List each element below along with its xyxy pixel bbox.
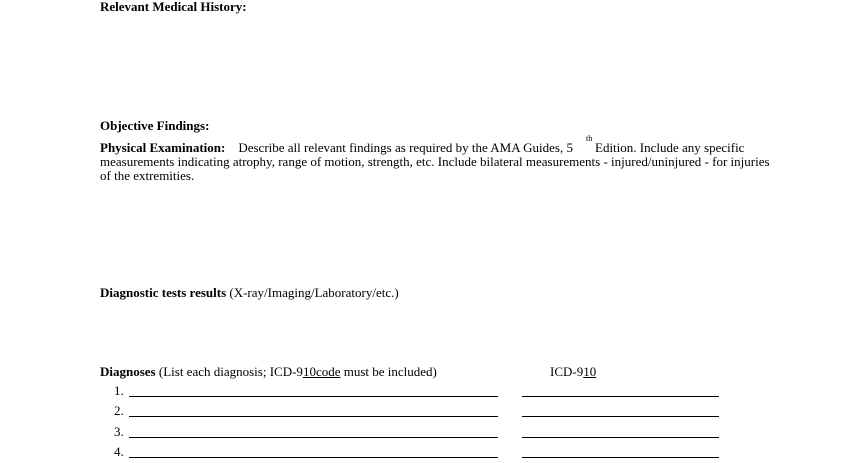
diagnosis-number-1: 1.	[114, 383, 124, 398]
physical-examination-line3: of the extremities.	[100, 168, 195, 183]
icd-field-1[interactable]	[522, 396, 719, 397]
diagnoses-text	[100, 364, 437, 379]
diagnosis-field-4[interactable]	[129, 457, 498, 458]
physical-examination-line1: Describe all relevant findings as required by the AMA Guides, 5	[238, 140, 573, 155]
relevant-medical-history-label: Relevant Medical History:	[100, 0, 247, 14]
objective-findings-label: Objective Findings:	[100, 118, 210, 133]
diagnosis-field-2[interactable]	[129, 416, 498, 417]
diagnoses-paren-b: must be included)	[340, 364, 437, 379]
diagnoses-label: Diagnoses	[100, 364, 156, 379]
icd-underlined: 10	[583, 364, 597, 379]
icd-field-3[interactable]	[522, 437, 719, 438]
diagnosis-number-4: 4.	[114, 444, 124, 459]
diagnosis-field-1[interactable]	[129, 396, 498, 397]
physical-examination-text	[100, 140, 573, 155]
diagnoses-paren-a: (List each diagnosis; ICD-9	[158, 364, 303, 379]
diagnostic-tests-label: Diagnostic tests results	[100, 285, 227, 300]
diagnosis-field-3[interactable]	[129, 437, 498, 438]
diagnostic-tests-text	[100, 285, 399, 300]
physical-examination-line2: measurements indicating atrophy, range of motion, strength, etc. Include bilateral measurements - injured/uninjured - for injuries	[100, 154, 770, 169]
th-superscript: th	[586, 134, 593, 143]
icd-prefix: ICD-9	[550, 364, 584, 379]
physical-examination-label: Physical Examination:	[100, 140, 226, 155]
physical-examination-line1-end: Edition. Include any specific	[595, 140, 745, 155]
icd-header	[550, 364, 596, 379]
diagnostic-tests-paren: (X-ray/Imaging/Laboratory/etc.)	[229, 285, 399, 300]
icd-field-4[interactable]	[522, 457, 719, 458]
diagnosis-number-2: 2.	[114, 403, 124, 418]
diagnoses-paren-underlined: 10code	[302, 364, 341, 379]
diagnosis-number-3: 3.	[114, 424, 124, 439]
icd-field-2[interactable]	[522, 416, 719, 417]
